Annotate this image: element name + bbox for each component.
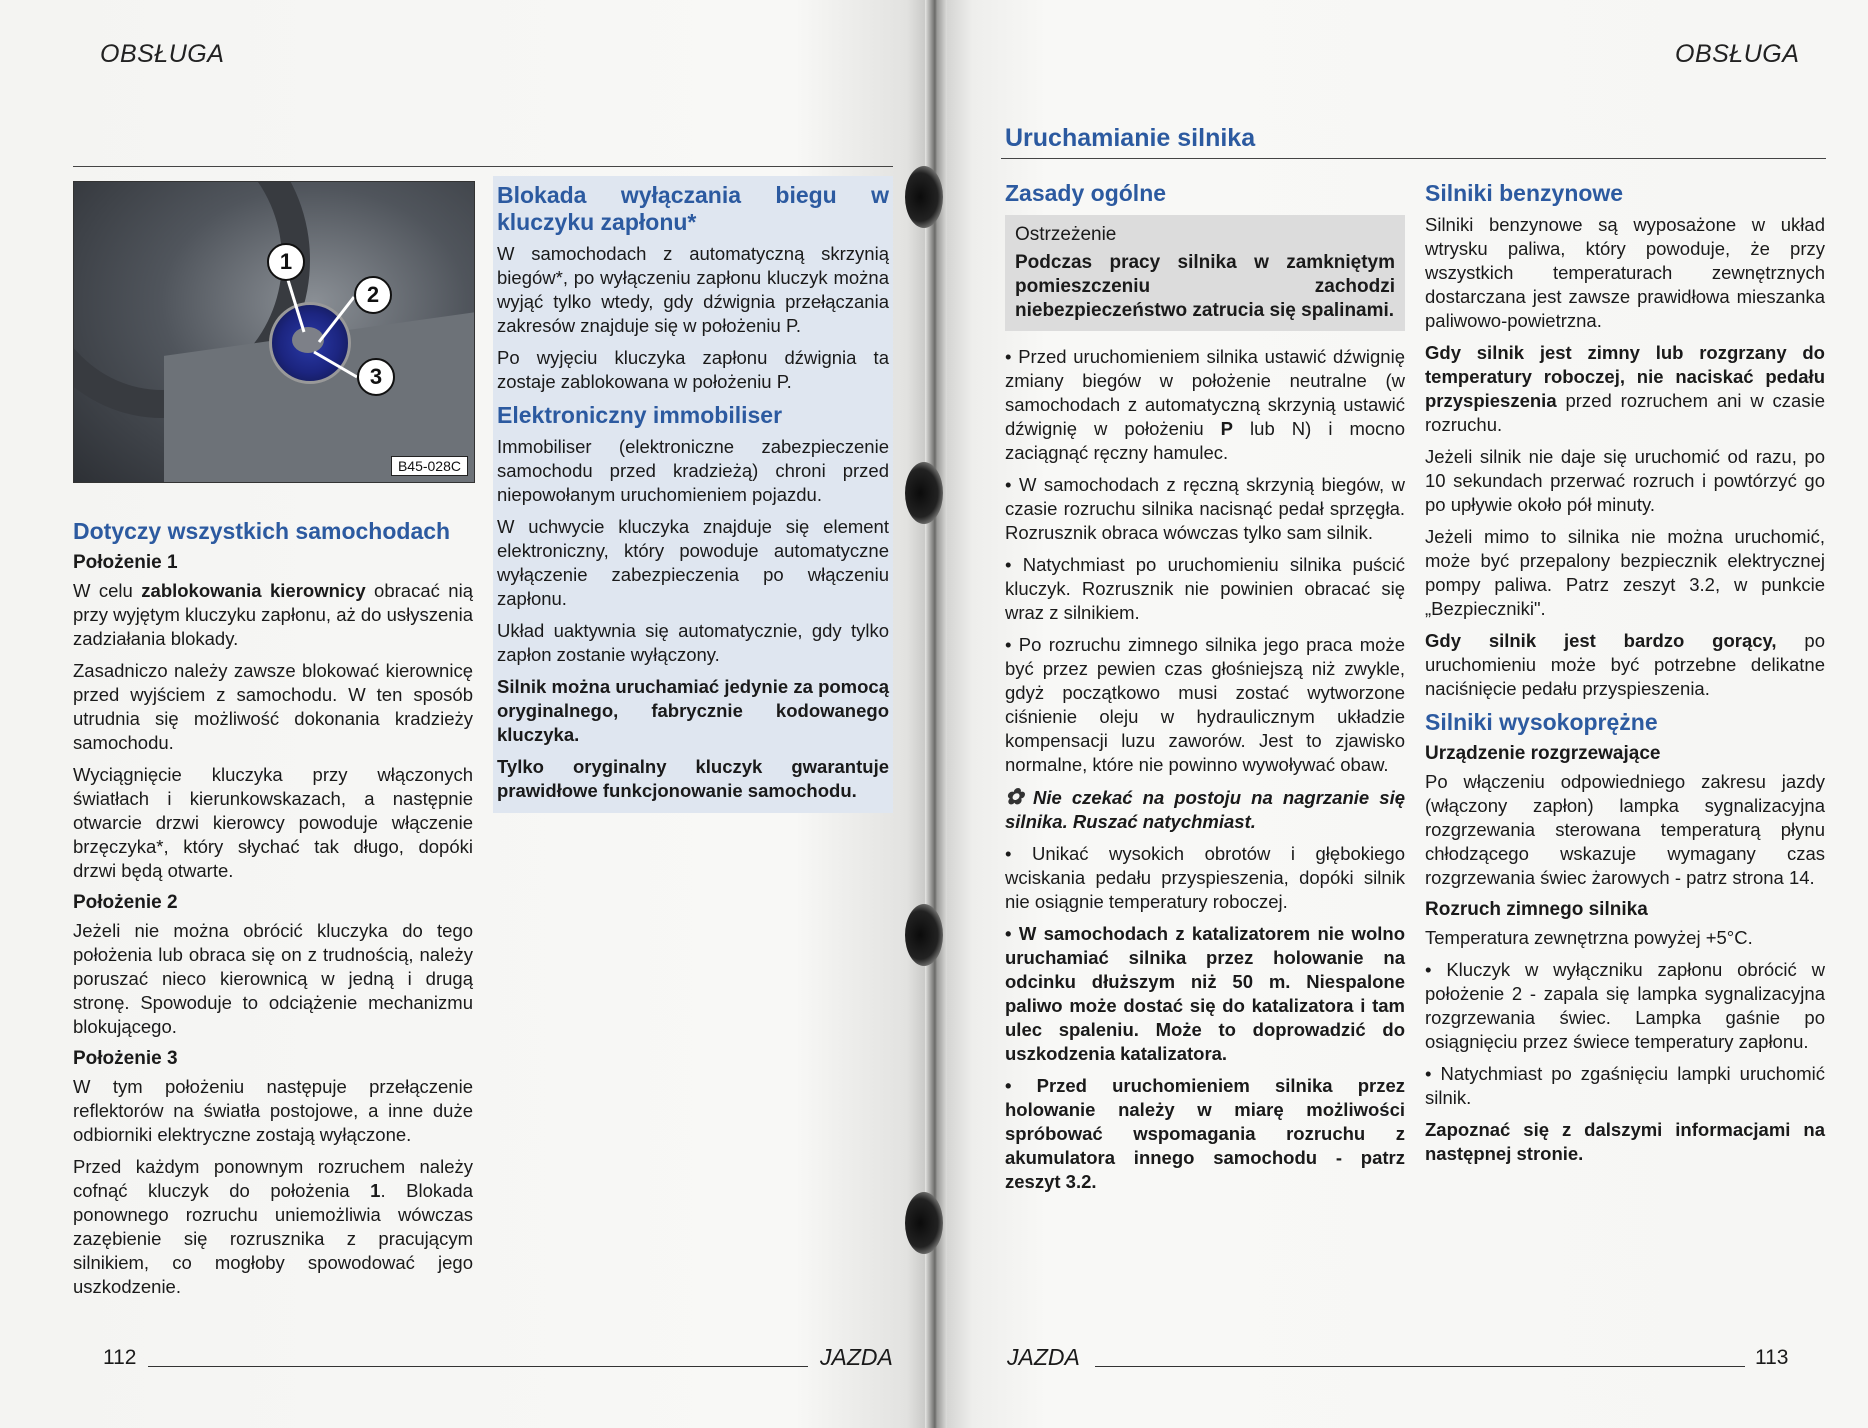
- paragraph-bold: Silnik można uruchamiać jedynie za pomocą oryginalnego, fabrycznie kodowanego kluczyka.: [497, 676, 889, 745]
- image-code: B45-028C: [391, 456, 468, 476]
- heading-diesel: Silniki wysokoprężne: [1425, 709, 1658, 735]
- paragraph: Jeżeli mimo to silnika nie można uruchomić, może być przepalony bezpiecznik elektrycznej pompy paliwa. Patrz zeszyt 3.2, w punkcie „Bezpieczniki".: [1425, 526, 1825, 619]
- ignition-lock-photo: [73, 181, 475, 483]
- paragraph: W uchwycie kluczyka znajduje się element elektroniczny, który powoduje automatyczne wyłączenie zabezpieczenia po włączeniu zapłonu.: [497, 516, 889, 609]
- paragraph: W celu zablokowania kierownicy obracać nią przy wyjętym kluczyku zapłonu, aż do usłyszenia zadziałania blokady.: [73, 580, 473, 649]
- subheading-position-2: Położenie 2: [73, 892, 178, 913]
- footer-right: JAZDA: [1007, 1344, 1080, 1370]
- running-head-right: OBSŁUGA: [1675, 40, 1800, 68]
- eco-flower-icon: ✿: [1005, 784, 1024, 809]
- footer-rule-left: [148, 1366, 808, 1367]
- heading-general: Zasady ogólne: [1005, 180, 1167, 206]
- paragraph: Jeżeli nie można obrócić kluczyka do tego położenia lub obraca się on z trudnością, należy poruszać nieco kierownicą w jedną i drugą stronę. Spowoduje to odciążenie mechanizmu blokującego.: [73, 920, 473, 1037]
- binder-hole: [905, 166, 943, 228]
- paragraph: Po wyjęciu kluczyka zapłonu dźwignia ta zostaje zablokowana w położeniu P.: [497, 347, 889, 392]
- binder-hole: [905, 904, 943, 966]
- paragraph: Silniki benzynowe są wyposażone w układ wtrysku paliwa, który powoduje, że przy wszystkich temperaturach zewnętrznych dostarczana jest zawsze prawidłowa mieszanka paliwowo-powietrzna.: [1425, 214, 1825, 331]
- subheading-position-1: Położenie 1: [73, 552, 178, 573]
- bullet-bold: • W samochodach z katalizatorem nie wolno uruchamiać silnika przez holowanie na odcinku dłuższym niż 50 m. Niespalone paliwo może dostać się do katalizatora i tam ulec spaleniu. Może to doprowadzić do uszkodzenia katalizatora.: [1005, 922, 1405, 1066]
- heading-petrol: Silniki benzynowe: [1425, 180, 1624, 206]
- page-title: Uruchamianie silnika: [1005, 124, 1256, 152]
- footer-rule-right: [1095, 1366, 1745, 1367]
- callout-3: 3: [357, 358, 395, 396]
- left-column-2: [493, 176, 893, 813]
- bullet: • Przed uruchomieniem silnika ustawić dźwignię zmiany biegów w położenie neutralne (w samochodach z automatyczną skrzynią ustawić dźwignię w położeniu P lub N) i mocno zaciągnąć ręczny hamulec.: [1005, 345, 1405, 465]
- right-column-1: [1005, 176, 1405, 1202]
- right-page: [935, 0, 1868, 1428]
- subheading-cold-start: Rozruch zimnego silnika: [1425, 899, 1648, 920]
- page-number-left: 112: [103, 1346, 137, 1369]
- subheading-glow: Urządzenie rozgrzewające: [1425, 743, 1661, 764]
- callout-lines: [74, 182, 474, 482]
- header-rule-left: [73, 166, 893, 167]
- left-column-1: [73, 514, 473, 1307]
- page-number-right: 113: [1755, 1346, 1789, 1369]
- heading-immobiliser: Elektroniczny immobiliser: [497, 402, 783, 428]
- bullet-bold: • Przed uruchomieniem silnika przez holowanie należy w miarę możliwości spróbować wspomagania rozruchu z akumulatora innego samochodu - patrz zeszyt 3.2.: [1005, 1074, 1405, 1194]
- right-column-2: [1425, 176, 1825, 1174]
- paragraph: Zasadniczo należy zawsze blokować kierownicę przed wyjściem z samochodu. W ten sposób utrudnia się możliwość dokonania kradzieży samochodu.: [73, 660, 473, 753]
- paragraph: Układ uaktywnia się automatycznie, gdy tylko zapłon zostanie wyłączony.: [497, 620, 889, 665]
- binder-hole: [905, 1192, 943, 1254]
- paragraph: Temperatura zewnętrzna powyżej +5°C.: [1425, 927, 1753, 948]
- paragraph: Wyciągnięcie kluczyka przy włączonych światłach i kierunkowskazach, a następnie otwarcie drzwi kierowcy powoduje włączenie brzęczyka*, który słychać tak długo, dopóki drzwi będą otwarte.: [73, 764, 473, 881]
- header-rule-right: [1001, 158, 1826, 159]
- bullet: • W samochodach z ręczną skrzynią biegów, w czasie rozruchu silnika nacisnąć pedał sprzęgła. Rozrusznik obraca wówczas tylko sam silnik.: [1005, 473, 1405, 545]
- bullet: • Po rozruchu zimnego silnika jego praca może być przez pewien czas głośniejszą niż zwykle, gdyż początkowo musi zostać wytworzone ciśnienie oleju w hydraulicznym układzie kompensacji luzu zaworów. Jest to zjawisko normalne, które nie powinno wywoływać obaw.: [1005, 633, 1405, 777]
- paragraph: Jeżeli silnik nie daje się uruchomić od razu, po 10 sekundach przerwać rozruch i powtórzyć go po upływie około pół minuty.: [1425, 446, 1825, 515]
- paragraph: Po włączeniu odpowiedniego zakresu jazdy (włączony zapłon) lampka sygnalizacyjna rozgrzewania sterowana temperaturą płynu chłodzącego wskazuje wymagany czas rozgrzewania świec żarowych - patrz strona 14.: [1425, 771, 1825, 888]
- paragraph: Immobiliser (elektroniczne zabezpieczenie samochodu przed kradzieżą) chroni przed niepowołanym uruchomieniem pojazdu.: [497, 436, 889, 505]
- paragraph-bold: Tylko oryginalny kluczyk gwarantuje prawidłowe funkcjonowanie samochodu.: [497, 756, 889, 801]
- bullet: • Kluczyk w wyłączniku zapłonu obrócić w położenie 2 - zapala się lampka sygnalizacyjna rozgrzewania świec. Lampka gaśnie po osiągnięciu przez świece temperatury zapłonu.: [1425, 958, 1825, 1054]
- eco-note: ✿ Nie czekać na postoju na nagrzanie się silnika. Ruszać natychmiast.: [1005, 784, 1405, 832]
- paragraph: W samochodach z automatyczną skrzynią biegów*, po wyłączeniu zapłonu kluczyk można wyjąć tylko wtedy, gdy dźwignia przełączania zakresów znajduje się w położeniu P.: [497, 243, 889, 336]
- warning-box: [1005, 215, 1405, 331]
- callout-2: 2: [354, 276, 392, 314]
- paragraph: Przed każdym ponownym rozruchem należy cofnąć kluczyk do położenia 1. Blokada ponownego rozruchu uniemożliwia wówczas zazębienie się rozrusznika z pracującym silnikiem, co mogłoby spowodować jego uszkodzenie.: [73, 1156, 474, 1297]
- bullet: • Natychmiast po zgaśnięciu lampki uruchomić silnik.: [1425, 1062, 1825, 1110]
- blue-panel: [493, 176, 893, 813]
- warning-text: Podczas pracy silnika w zamkniętym pomieszczeniu zachodzi niebezpieczeństwo zatrucia się spalinami.: [1015, 252, 1395, 321]
- running-head-left: OBSŁUGA: [100, 40, 225, 68]
- heading-key-lock: Blokada wyłączania biegu w kluczyku zapłonu*: [497, 182, 889, 235]
- heading-all-cars: Dotyczy wszystkich samochodach: [73, 518, 451, 544]
- callout-1: 1: [267, 243, 305, 281]
- paragraph: Gdy silnik jest bardzo gorący, po uruchomieniu może być potrzebne delikatne naciśnięcie pedału przyspieszenia.: [1425, 630, 1825, 699]
- subheading-position-3: Położenie 3: [73, 1048, 178, 1069]
- paragraph-bold: Zapoznać się z dalszymi informacjami na następnej stronie.: [1425, 1119, 1825, 1164]
- paragraph: Gdy silnik jest zimny lub rozgrzany do temperatury roboczej, nie naciskać pedału przyspieszenia przed rozruchem ani w czasie rozruchu.: [1425, 342, 1825, 435]
- paragraph: W tym położeniu następuje przełączenie reflektorów na światła postojowe, a inne duże odbiorniki elektryczne zostają wyłączone.: [73, 1076, 473, 1145]
- bullet: • Natychmiast po uruchomieniu silnika puścić kluczyk. Rozrusznik nie powinien obracać się wraz z silnikiem.: [1005, 553, 1405, 625]
- footer-left: JAZDA: [820, 1344, 893, 1370]
- bullet: • Unikać wysokich obrotów i głębokiego wciskania pedału przyspieszenia, dopóki silnik nie osiągnie temperatury roboczej.: [1005, 842, 1405, 914]
- binder-hole: [905, 462, 943, 524]
- warning-title: Ostrzeżenie: [1015, 224, 1117, 245]
